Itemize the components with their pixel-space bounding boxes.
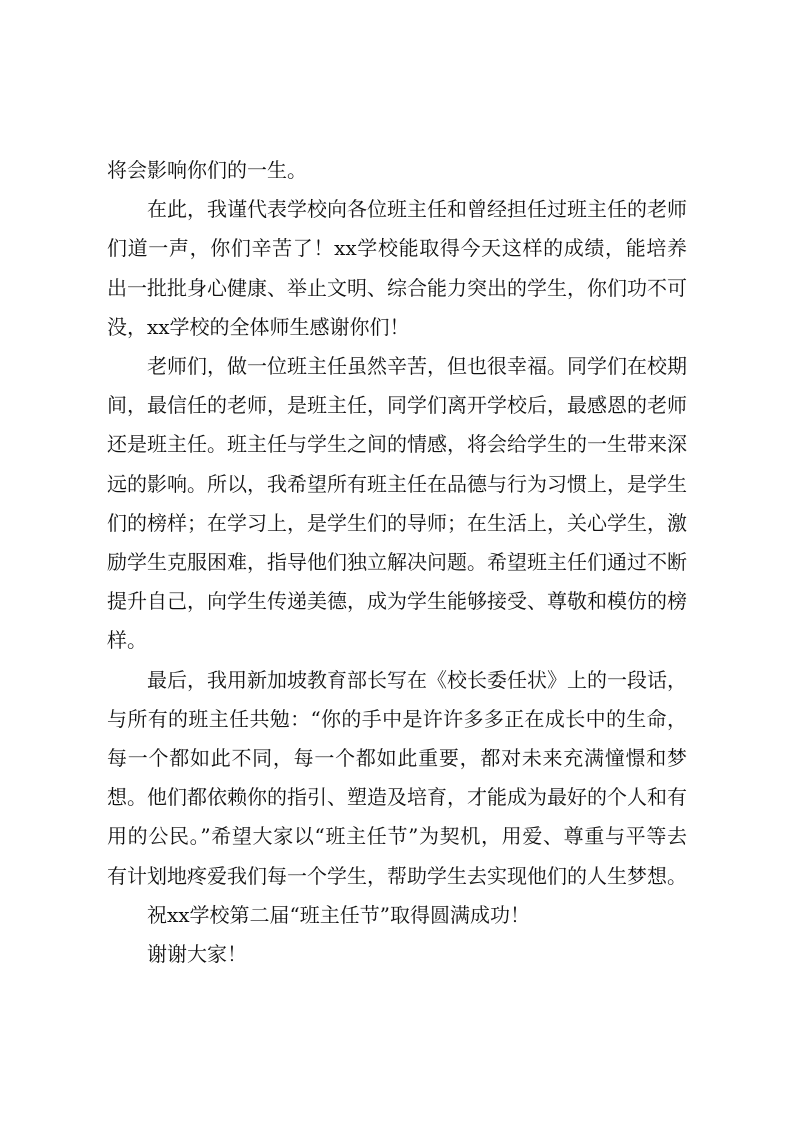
paragraph-thanks: 在此，我谨代表学校向各位班主任和曾经担任过班主任的老师们道一声，你们辛苦了！xx学校能取得今天这样的成绩，能培养出一批批身心健康、举止文明、综合能力突出的学生，你们功不可没，xx学校的全体师生感谢你们！ [107,197,687,339]
document-body [107,151,687,974]
paragraph-head-teacher-role: 老师们，做一位班主任虽然辛苦，但也很幸福。同学们在校期间，最信任的老师，是班主任，同学们离开学校后，最感恩的老师还是班主任。班主任与学生之间的情感，将会给学生的一生带来深远的影响。所以，我希望所有班主任在品德与行为习惯上，是学生们的榜样；在学习上，是学生们的导师；在生活上，关心学生，激励学生克服困难，指导他们独立解决问题。希望班主任们通过不断提升自己，向学生传递美德，成为学生能够接受、尊敬和模仿的榜样。 [107,354,687,653]
paragraph-continuation: 将会影响你们的一生。 [107,158,307,182]
paragraph-wish: 祝xx学校第二届“班主任节”取得圆满成功！ [147,902,531,927]
paragraph-closing: 谢谢大家！ [147,942,247,967]
paragraph-quote: 最后，我用新加坡教育部长写在《校长委任状》上的一段话，与所有的班主任共勉：“你的手中是许许多多正在成长中的生命，每一个都如此不同，每一个都如此重要，都对未来充满憧憬和梦想。他们都依赖你的指引、塑造及培育，才能成为最好的个人和有用的公民。”希望大家以“班主任节”为契机，用爱、尊重与平等去有计划地疼爱我们每一个学生，帮助学生去实现他们的人生梦想。 [107,667,687,888]
